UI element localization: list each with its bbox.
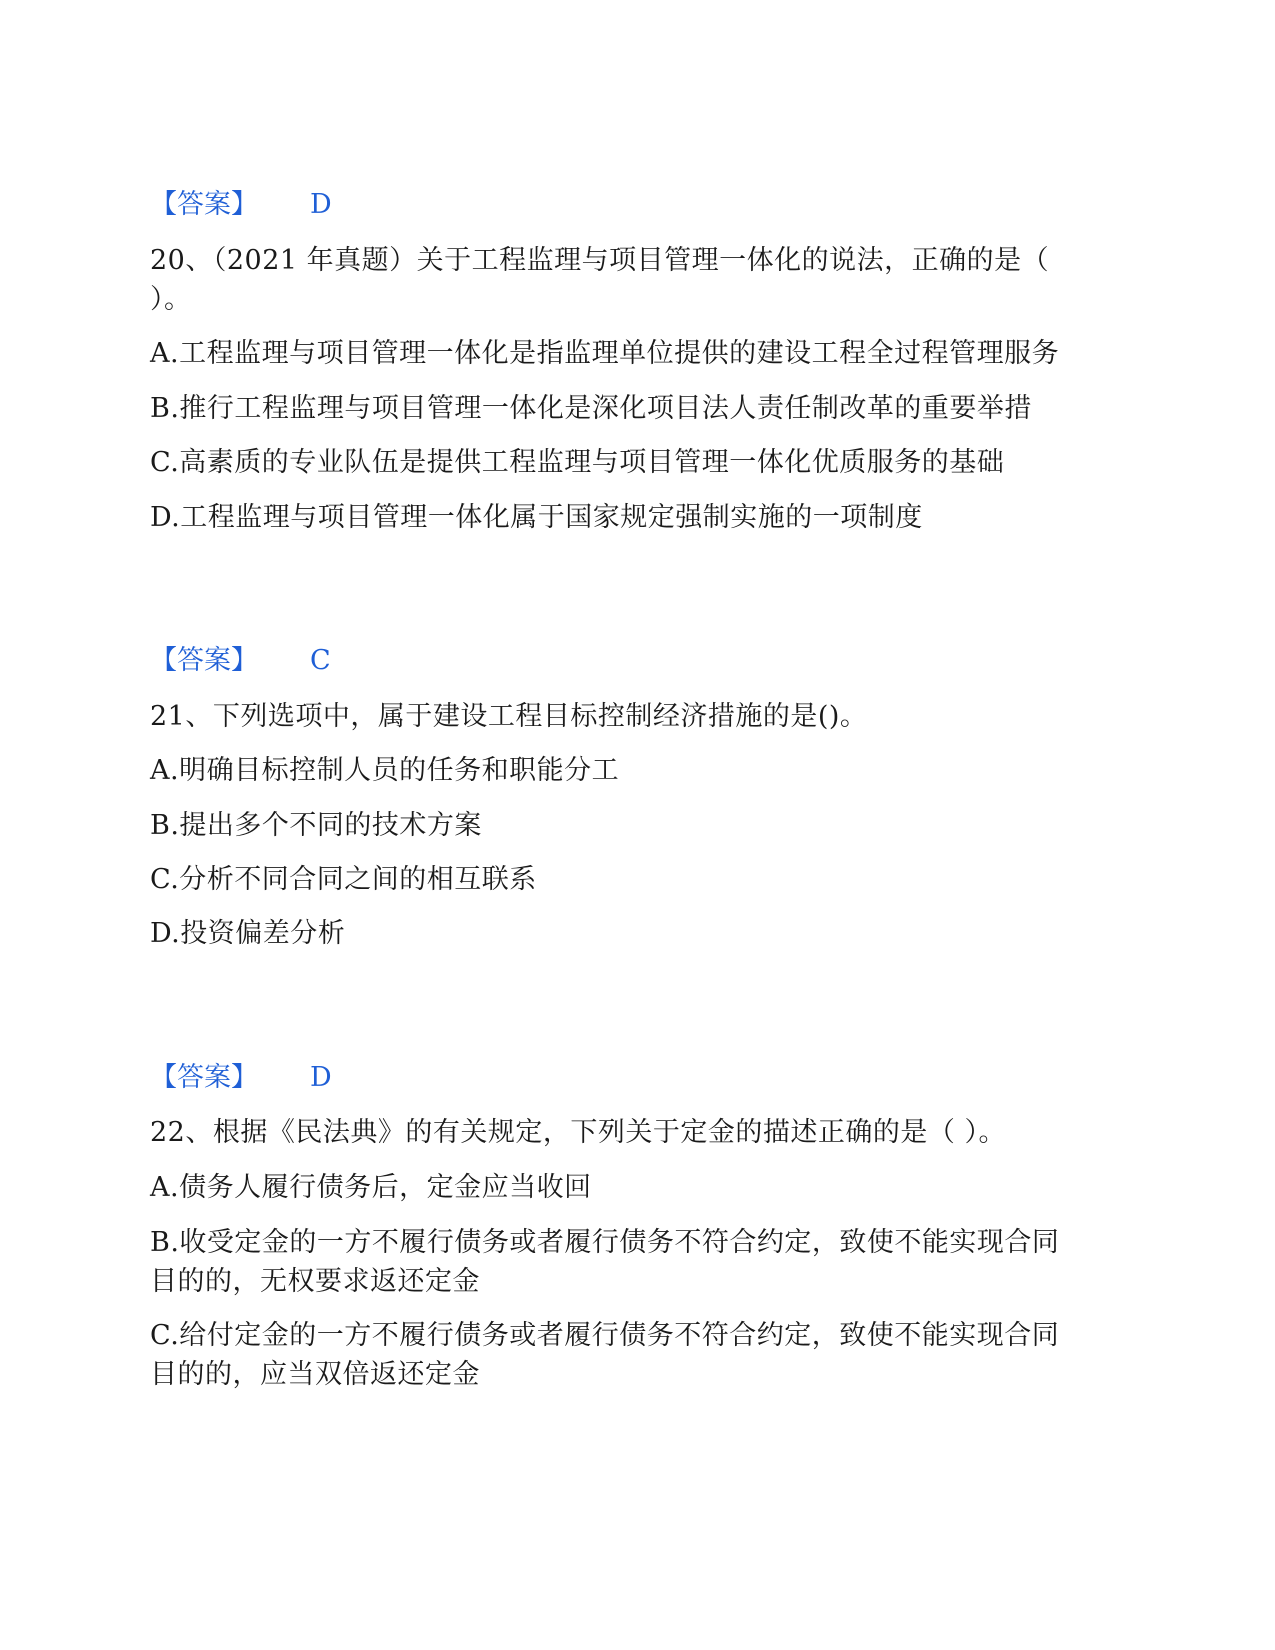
question-22-option-b: B.收受定金的一方不履行债务或者履行债务不符合约定，致使不能实现合同 (150, 1227, 1060, 1258)
question-21-option-a: A.明确目标控制人员的任务和职能分工 (150, 755, 620, 786)
question-22-option-a: A.债务人履行债务后，定金应当收回 (150, 1172, 592, 1203)
answer-label: 【答案】 (150, 1062, 258, 1093)
answer-row (150, 1058, 332, 1098)
answer-value: C (310, 645, 331, 676)
question-21-option-d: D.投资偏差分析 (150, 918, 346, 949)
answer-value: D (310, 189, 332, 220)
answer-row (150, 185, 332, 225)
question-21-text: 21、下列选项中，属于建设工程目标控制经济措施的是()。 (150, 701, 868, 732)
question-20-option-b: B.推行工程监理与项目管理一体化是深化项目法人责任制改革的重要举措 (150, 393, 1032, 424)
question-22-option-b-cont: 目的的，无权要求返还定金 (150, 1266, 480, 1297)
answer-label: 【答案】 (150, 645, 258, 676)
answer-label: 【答案】 (150, 189, 258, 220)
question-22-text: 22、根据《民法典》的有关规定，下列关于定金的描述正确的是（ ）。 (150, 1117, 1006, 1148)
question-20-option-a: A.工程监理与项目管理一体化是指监理单位提供的建设工程全过程管理服务 (150, 338, 1060, 369)
question-20-text-cont: ）。 (150, 284, 192, 315)
question-20-option-d: D.工程监理与项目管理一体化属于国家规定强制实施的一项制度 (150, 502, 923, 533)
answer-value: D (310, 1062, 332, 1093)
answer-row (150, 641, 331, 681)
question-20-option-c: C.高素质的专业队伍是提供工程监理与项目管理一体化优质服务的基础 (150, 447, 1005, 478)
question-21-option-c: C.分析不同合同之间的相互联系 (150, 864, 537, 895)
question-21-option-b: B.提出多个不同的技术方案 (150, 810, 482, 841)
question-22-option-c-cont: 目的的，应当双倍返还定金 (150, 1359, 480, 1390)
question-20-text: 20、（2021 年真题）关于工程监理与项目管理一体化的说法，正确的是（ (150, 245, 1050, 276)
question-22-option-c: C.给付定金的一方不履行债务或者履行债务不符合约定，致使不能实现合同 (150, 1320, 1060, 1351)
